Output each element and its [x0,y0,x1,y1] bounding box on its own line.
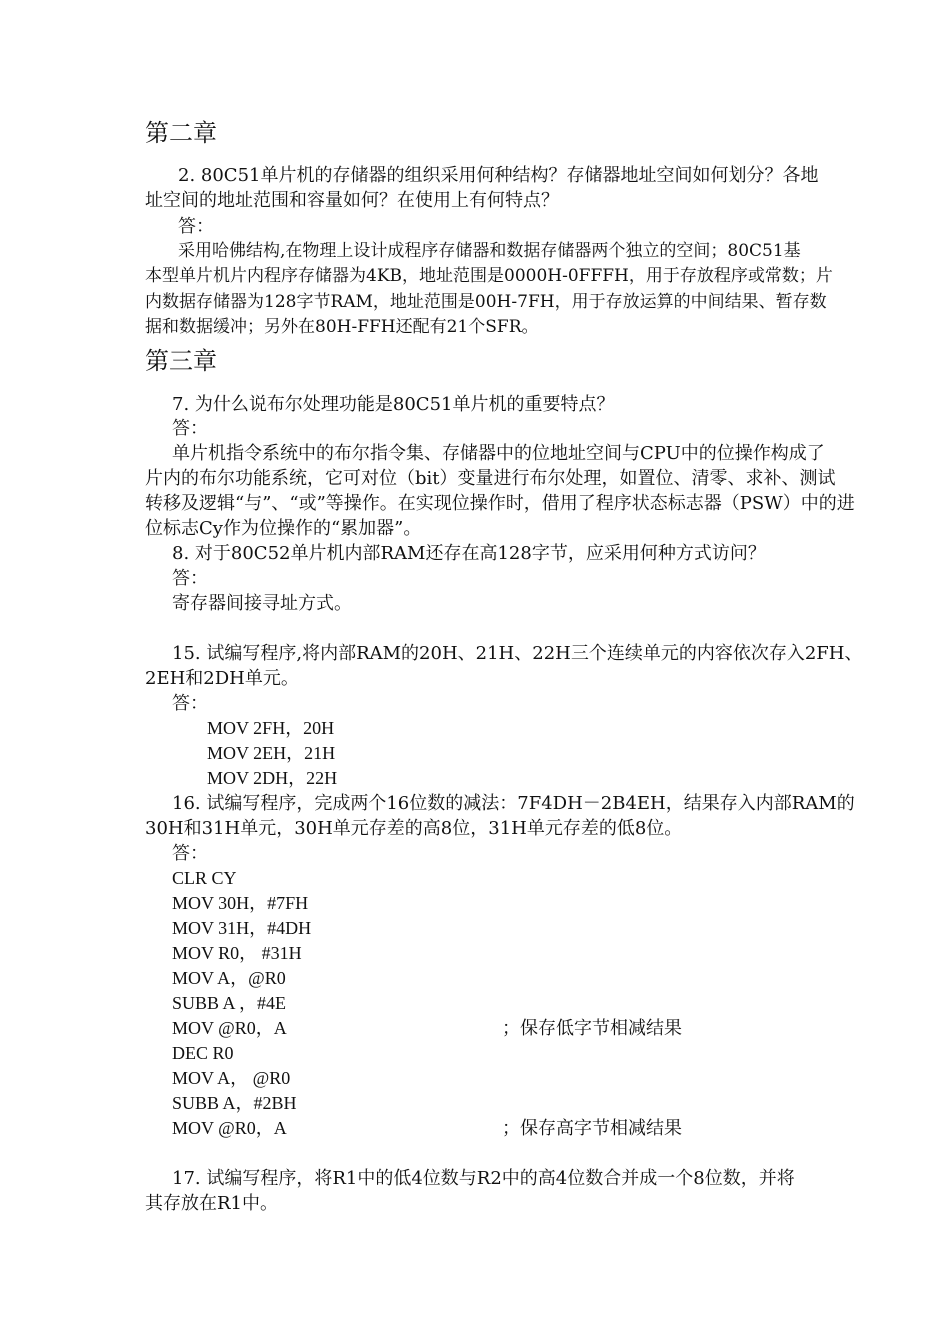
q2-answer-line-4: 据和数据缓冲；另外在80H-FFH还配有21个SFR。 [145,317,539,337]
q16-code-line: MOV @R0，A ；保存高字节相减结果 [172,1116,672,1141]
q16-code-line: DEC R0 [172,1043,234,1063]
q16-code-line: MOV 31H，#4DH [172,918,312,938]
q15-line-1: 15. 试编写程序,将内部RAM的20H、21H、22H三个连续单元的内容依次存入2FH、 [172,643,863,664]
q16-code-line: SUBB A，#2BH [172,1093,297,1113]
q16-code-line: MOV R0， #31H [172,943,302,963]
q16-code-line: MOV A，@R0 [172,968,286,988]
code-comment: ；保存低字节相减结果 [502,1018,682,1038]
q7-answer-line-1: 单片机指令系统中的布尔指令集、存储器中的位地址空间与CPU中的位操作构成了 [172,443,825,464]
q16-code-line: SUBB A ，#4E [172,993,287,1013]
code-comment: ；保存高字节相减结果 [502,1118,682,1138]
q2-line-2: 址空间的地址范围和容量如何？在使用上有何特点？ [145,190,559,211]
q15-code-line: MOV 2DH，22H [207,768,338,788]
q15-answer-label: 答： [172,693,208,714]
q15-code-line: MOV 2FH，20H [207,718,335,738]
q2-answer-line-1: 采用哈佛结构,在物理上设计成程序存储器和数据存储器两个独立的空间；80C51基 [178,241,801,261]
q7-line-1: 7. 为什么说布尔处理功能是80C51单片机的重要特点？ [172,394,615,415]
q15-line-2: 2EH和2DH单元。 [145,668,299,689]
q16-answer-label: 答： [172,843,208,864]
q8-line-1: 8. 对于80C52单片机内部RAM还存在高128字节，应采用何种方式访问？ [172,543,766,564]
q7-answer-line-2: 片内的布尔功能系统，它可对位（bit）变量进行布尔处理，如置位、清零、求补、测试 [145,468,836,489]
chapter-2-title: 第二章 [145,119,217,147]
q16-code-line: MOV 30H，#7FH [172,893,309,913]
q16-code-line: CLR CY [172,868,237,888]
q7-answer-line-3: 转移及逻辑“与”、“或”等操作。在实现位操作时，借用了程序状态标志器（PSW）中的进 [145,493,855,514]
q7-answer-label: 答： [172,418,208,439]
q16-line-2: 30H和31H单元，30H单元存差的高8位，31H单元存差的低8位。 [145,818,683,839]
q16-line-1: 16. 试编写程序，完成两个16位数的减法：7F4DH－2B4EH，结果存入内部RAM的 [172,793,855,814]
q15-code-line: MOV 2EH，21H [207,743,336,763]
chapter-3-title: 第三章 [145,347,217,375]
q7-answer-line-4: 位标志Cy作为位操作的“累加器”。 [145,518,422,539]
q16-code-line: MOV @R0，A ；保存低字节相减结果 [172,1016,672,1041]
q2-line-1: 2. 80C51单片机的存储器的组织采用何种结构？存储器地址空间如何划分？各地 [178,165,819,186]
q17-line-1: 17. 试编写程序，将R1中的低4位数与R2中的高4位数合并成一个8位数，并将 [172,1168,795,1189]
q2-answer-label: 答： [178,216,214,237]
q8-answer-line-1: 寄存器间接寻址方式。 [172,593,352,614]
q2-answer-line-2: 本型单片机片内程序存储器为4KB，地址范围是0000H-0FFFH，用于存放程序或常数；片 [145,266,833,286]
q8-answer-label: 答： [172,568,208,589]
q17-line-2: 其存放在R1中。 [145,1193,279,1214]
q2-answer-line-3: 内数据存储器为128字节RAM，地址范围是00H-7FH，用于存放运算的中间结果、暂存数 [145,292,827,312]
q16-code-line: MOV A， @R0 [172,1068,291,1088]
